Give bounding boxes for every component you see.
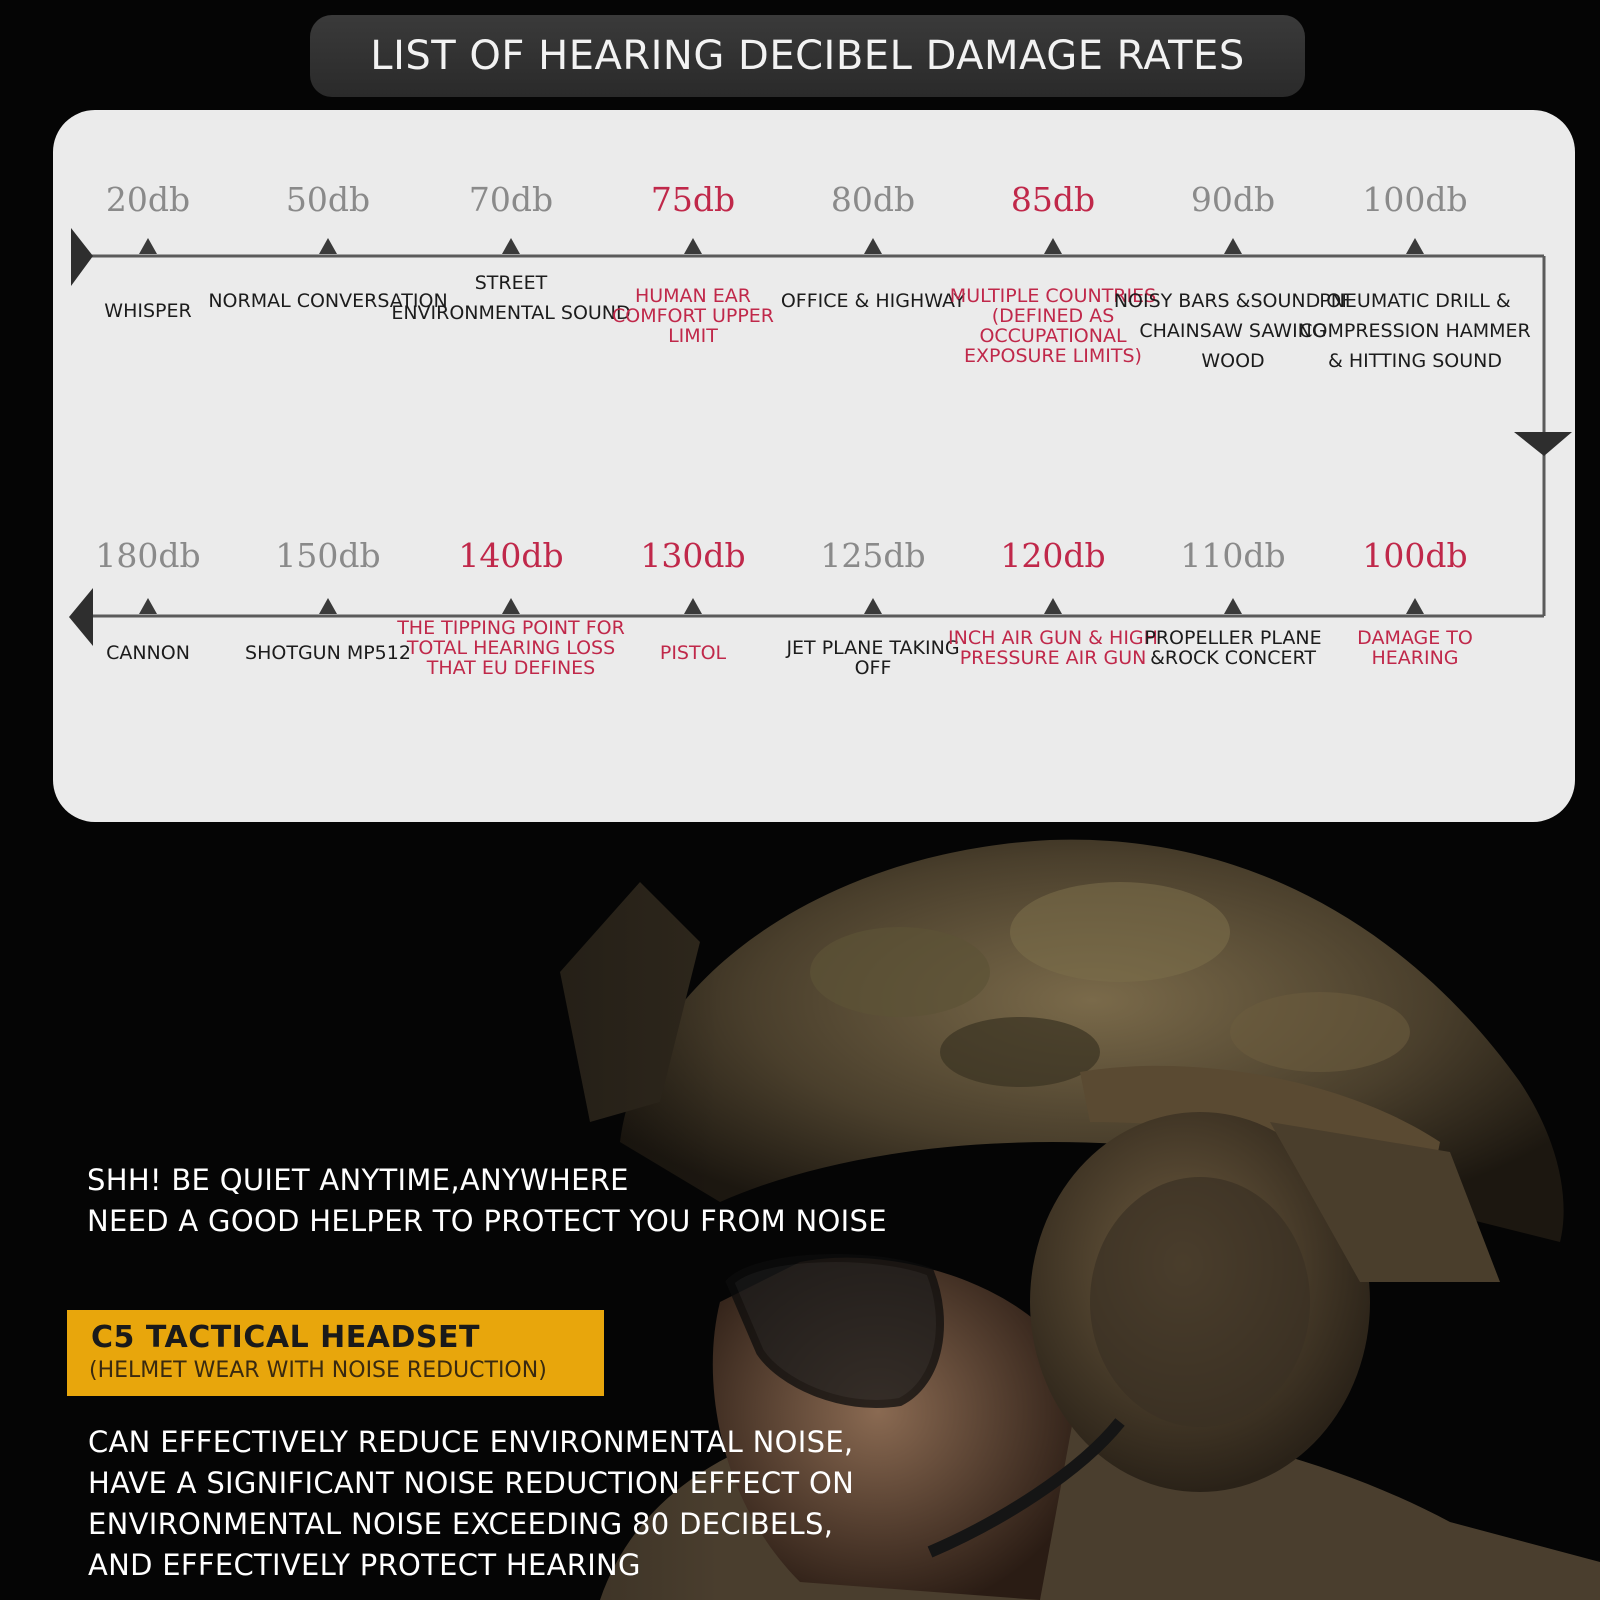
decibel-description: INCH AIR GUN & HIGH PRESSURE AIR GUN <box>948 627 1158 669</box>
timeline-tick-icon <box>684 598 702 614</box>
decibel-description: WHISPER <box>104 300 192 322</box>
description-line-2: HAVE A SIGNIFICANT NOISE REDUCTION EFFECT ON <box>88 1466 855 1500</box>
timeline-tick-icon <box>1224 238 1242 254</box>
title-banner <box>310 15 1305 97</box>
timeline-tick-icon <box>502 238 520 254</box>
product-label-box <box>67 1310 604 1396</box>
decibel-description: SHOTGUN MP512 <box>245 642 411 664</box>
timeline-tick-icon <box>864 598 882 614</box>
decibel-value: 50db <box>285 180 371 219</box>
decibel-description: CANNON <box>106 642 190 664</box>
decibel-description: STREET ENVIRONMENTAL SOUND <box>391 272 631 324</box>
decibel-value: 20db <box>105 180 191 219</box>
decibel-value: 85db <box>1010 180 1096 219</box>
timeline-tick-icon <box>684 238 702 254</box>
timeline-tick-icon <box>502 598 520 614</box>
decibel-description: HUMAN EAR COMFORT UPPER LIMIT <box>612 285 774 347</box>
page-title: LIST OF HEARING DECIBEL DAMAGE RATES <box>370 33 1245 79</box>
decibel-description: NORMAL CONVERSATION <box>208 290 448 312</box>
decibel-value: 100db <box>1362 536 1468 575</box>
timeline-tick-icon <box>1044 238 1062 254</box>
decibel-value: 120db <box>1000 536 1106 575</box>
product-name: C5 TACTICAL HEADSET <box>91 1320 480 1355</box>
product-subtitle: (HELMET WEAR WITH NOISE REDUCTION) <box>89 1358 547 1383</box>
decibel-description: PROPELLER PLANE &ROCK CONCERT <box>1144 627 1322 669</box>
timeline-tick-icon <box>864 238 882 254</box>
timeline-tick-icon <box>319 598 337 614</box>
description-line-3: ENVIRONMENTAL NOISE EXCEEDING 80 DECIBELS, <box>88 1507 834 1541</box>
timeline-tick-icon <box>1044 598 1062 614</box>
decibel-description: OFFICE & HIGHWAY <box>780 290 966 312</box>
description-line-1: CAN EFFECTIVELY REDUCE ENVIRONMENTAL NOISE, <box>88 1425 854 1459</box>
decibel-value: 125db <box>820 536 926 575</box>
tagline-line-2: NEED A GOOD HELPER TO PROTECT YOU FROM NOISE <box>87 1204 887 1238</box>
decibel-description: NOISY BARS &SOUND OF CHAINSAW SAWING WOOD <box>1113 290 1353 372</box>
tagline-line-1: SHH! BE QUIET ANYTIME,ANYWHERE <box>87 1163 629 1197</box>
timeline-tick-icon <box>1224 598 1242 614</box>
decibel-description: MULTIPLE COUNTRIES (DEFINED AS OCCUPATIONAL EXPOSURE LIMITS) <box>949 285 1157 367</box>
timeline-tick-icon <box>139 238 157 254</box>
decibel-description: THE TIPPING POINT FOR TOTAL HEARING LOSS THAT EU DEFINES <box>397 617 625 679</box>
timeline-tick-icon <box>1406 238 1424 254</box>
decibel-value: 100db <box>1362 180 1468 219</box>
decibel-value: 110db <box>1180 536 1286 575</box>
decibel-description: PISTOL <box>659 642 727 664</box>
decibel-value: 140db <box>458 536 564 575</box>
decibel-value: 150db <box>275 536 381 575</box>
decibel-description: DAMAGE TO HEARING <box>1357 627 1473 669</box>
timeline-tick-icon <box>319 238 337 254</box>
decibel-value: 180db <box>95 536 201 575</box>
decibel-value: 90db <box>1190 180 1276 219</box>
decibel-value: 75db <box>650 180 736 219</box>
decibel-description: JET PLANE TAKING OFF <box>786 637 960 679</box>
decibel-timeline-panel <box>53 110 1575 822</box>
decibel-value: 70db <box>468 180 554 219</box>
down-arrow-icon <box>1514 432 1572 456</box>
timeline-tick-icon <box>139 598 157 614</box>
decibel-description: PNEUMATIC DRILL & COMPRESSION HAMMER & HITTING SOUND <box>1299 290 1531 372</box>
description-line-4: AND EFFECTIVELY PROTECT HEARING <box>88 1548 641 1582</box>
timeline-tick-icon <box>1406 598 1424 614</box>
decibel-value: 80db <box>830 180 916 219</box>
start-arrow-icon <box>71 228 93 286</box>
decibel-value: 130db <box>640 536 746 575</box>
